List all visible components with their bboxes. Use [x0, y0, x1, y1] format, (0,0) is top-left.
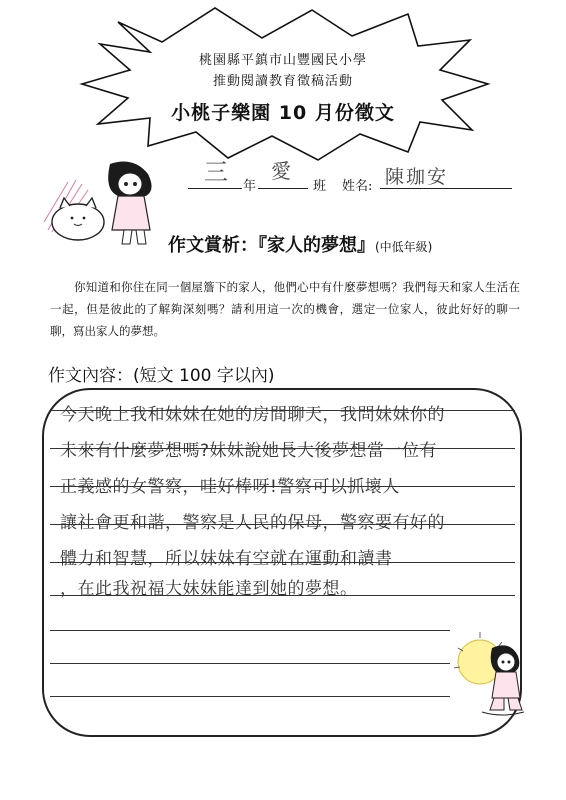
title-main: 『家人的夢想』: [258, 235, 375, 256]
writing-line: [50, 696, 450, 697]
title-prefix: 作文賞析：: [168, 235, 258, 256]
writing-line: [50, 663, 450, 664]
essay-line: 未來有什麼夢想嗎?妹妹說她長大後夢想當一位有: [60, 441, 438, 461]
class-value: 愛: [271, 159, 291, 183]
essay-line: ，在此我祝福大妹妹能達到她的夢想。: [60, 579, 358, 599]
name-label: 姓名:: [342, 179, 373, 194]
class-label: 班: [313, 179, 327, 194]
girl-with-cat-illustration: [38, 160, 168, 248]
title-level: (中低年級): [375, 240, 433, 254]
essay-line: 今天晚上我和妹妹在她的房間聊天，我問妹妹你的: [60, 405, 445, 425]
essay-title: [168, 231, 432, 257]
name-underline: [380, 188, 512, 189]
grade-value: 三: [204, 158, 228, 186]
school-name: 桃園縣平鎮市山豐國民小學: [198, 53, 367, 68]
grade-label: 年: [243, 179, 257, 194]
grade-underline: [188, 188, 242, 189]
girl-with-moon-illustration: [452, 628, 532, 718]
essay-line: 正義感的女警察，哇好棒呀!警察可以抓壞人: [60, 477, 400, 497]
essay-line: 體力和智慧，所以妹妹有空就在運動和讀書: [60, 549, 393, 569]
class-underline: [258, 188, 308, 189]
name-value: 陳珈安: [385, 166, 449, 188]
content-heading: 作文內容：(短文 100 字以內): [48, 366, 275, 386]
essay-line: 讓社會更和諧，警察是人民的保母，警察要有好的: [60, 513, 445, 533]
contest-title: 小桃子樂園 10 月份徵文: [171, 102, 395, 124]
intro-paragraph: 你知道和你住在同一個屋簷下的家人，他們心中有什麼夢想嗎？我們每天和家人生活在一起，但是彼此的了解夠深刻嗎？請利用這一次的機會，選定一位家人，彼此好好的聊一聊，寫出家人的夢想。: [50, 280, 520, 338]
writing-line: [50, 630, 450, 631]
activity-name: 推動閱讀教育徵稿活動: [212, 74, 353, 89]
